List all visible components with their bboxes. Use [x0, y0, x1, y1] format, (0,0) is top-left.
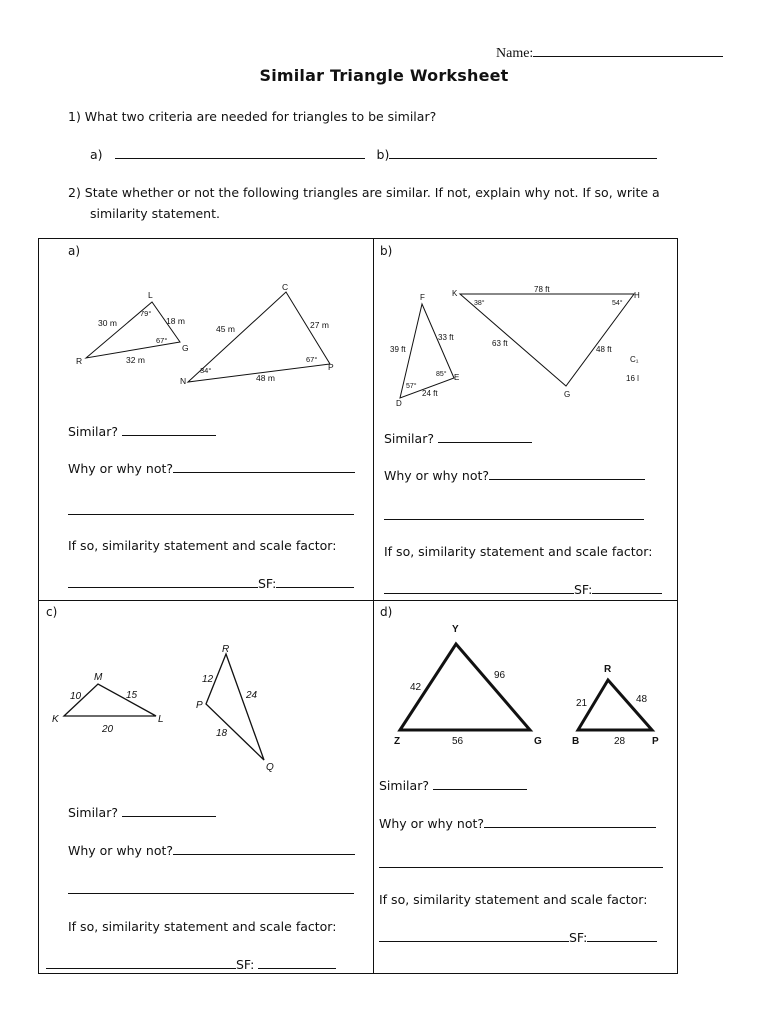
c-why-row	[68, 843, 355, 858]
b-why-label: Why or why not?	[384, 468, 490, 483]
side-KL: 20	[102, 724, 114, 735]
b-statement-label: If so, similarity statement and scale factor:	[384, 544, 653, 559]
a-why-row	[68, 461, 355, 476]
worksheet-title: Similar Triangle Worksheet	[259, 66, 509, 85]
angle-K: 38°	[474, 300, 485, 307]
q1-a-line[interactable]	[115, 147, 365, 159]
a-why-line[interactable]	[173, 461, 355, 473]
side-RG: 32 m	[126, 355, 145, 365]
b-similar-line[interactable]	[438, 431, 532, 443]
margin-note-c1: C₁	[630, 355, 639, 364]
d-sf-label: SF:	[569, 930, 588, 945]
side-YZ: 42	[410, 682, 422, 693]
side-ML: 15	[126, 690, 138, 701]
side-FE: 33 ft	[438, 333, 454, 342]
side-KM: 10	[70, 691, 82, 702]
a-statement-label: If so, similarity statement and scale factor:	[68, 538, 337, 553]
side-BP: 28	[614, 736, 626, 747]
a-similar-row	[68, 424, 216, 439]
b-why-row	[384, 468, 645, 483]
triangle-khg	[460, 294, 634, 386]
vertex-G3: G	[534, 736, 542, 747]
b-statement-line[interactable]	[384, 582, 574, 594]
angle-G: 67°	[156, 336, 168, 345]
b-similar-row	[384, 431, 532, 446]
c-statement-label: If so, similarity statement and scale factor:	[68, 919, 337, 934]
vertex-L2: L	[158, 714, 164, 725]
vertex-R3: R	[604, 664, 612, 675]
q1-a-label: a)	[90, 147, 103, 162]
vertex-R2: R	[222, 644, 230, 655]
side-KG: 63 ft	[492, 339, 508, 348]
problem-b-figure	[384, 282, 674, 407]
d-why-line[interactable]	[484, 816, 656, 828]
q1-b-label: b)	[376, 147, 390, 162]
c-similar-row	[68, 805, 216, 820]
margin-note-16: 16 l	[626, 374, 639, 383]
vertex-F: F	[420, 293, 425, 302]
angle-L: 79°	[140, 309, 152, 318]
angle-N: 34°	[200, 366, 212, 375]
angle-E: 85°	[436, 371, 447, 378]
side-RP: 12	[202, 674, 214, 685]
vertex-Q: Q	[266, 762, 274, 773]
b-why-line[interactable]	[489, 468, 645, 480]
vertex-G2: G	[564, 390, 571, 399]
c-statement-line[interactable]	[46, 957, 236, 969]
triangle-rpq	[206, 654, 264, 760]
vertex-B: B	[572, 736, 580, 747]
vertex-N: N	[180, 376, 187, 386]
a-similar-label: Similar?	[68, 424, 118, 439]
side-CP: 27 m	[310, 320, 329, 330]
angle-D: 57°	[406, 383, 417, 390]
problem-a-figure	[70, 280, 350, 390]
q1-b-line[interactable]	[389, 147, 657, 159]
d-similar-line[interactable]	[433, 778, 527, 790]
vertex-K: K	[452, 289, 458, 298]
d-similar-label: Similar?	[379, 778, 429, 793]
b-why-line-2[interactable]	[384, 519, 644, 520]
triangle-rbp	[578, 680, 652, 730]
vertex-H: H	[634, 291, 640, 300]
vertex-M: M	[94, 672, 103, 683]
c-sf-line[interactable]	[258, 957, 336, 969]
d-statement-line[interactable]	[379, 930, 569, 942]
c-why-line-2[interactable]	[68, 893, 354, 894]
side-ZG: 56	[452, 736, 464, 747]
side-NP: 48 m	[256, 373, 275, 383]
b-sf-row	[384, 582, 662, 597]
c-sf-row	[46, 957, 336, 972]
c-sf-label: SF:	[236, 957, 255, 972]
a-why-line-2[interactable]	[68, 514, 354, 515]
grid-horizontal-divider	[38, 600, 678, 601]
b-similar-label: Similar?	[384, 431, 434, 446]
question-2-line2: similarity statement.	[90, 206, 220, 221]
a-sf-line[interactable]	[276, 576, 354, 588]
question-2-line1: 2) State whether or not the following triangles are similar. If not, explain why not. If so, write a	[68, 185, 660, 200]
side-HG: 48 ft	[596, 345, 612, 354]
side-LG: 18 m	[166, 316, 185, 326]
name-field[interactable]	[496, 44, 723, 62]
b-sf-label: SF:	[574, 582, 593, 597]
side-RQ: 24	[246, 690, 258, 701]
angle-H: 54°	[612, 300, 623, 307]
d-sf-line[interactable]	[587, 930, 657, 942]
vertex-R: R	[76, 356, 83, 366]
name-label: Name:	[496, 46, 534, 61]
vertex-P: P	[328, 362, 334, 372]
problem-c-label: c)	[46, 605, 58, 619]
problem-b-label: b)	[380, 244, 393, 258]
side-RB: 21	[576, 698, 588, 709]
q1-answer-a	[90, 147, 657, 162]
side-RP2: 48	[636, 694, 648, 705]
vertex-P3: P	[652, 736, 659, 747]
angle-P: 67°	[306, 355, 318, 364]
c-similar-line[interactable]	[122, 805, 216, 817]
c-why-label: Why or why not?	[68, 843, 174, 858]
a-sf-label: SF:	[258, 576, 277, 591]
question-1: 1) What two criteria are needed for triangles to be similar?	[68, 109, 437, 124]
side-DE: 24 ft	[422, 389, 438, 398]
d-similar-row	[379, 778, 527, 793]
vertex-L: L	[148, 290, 153, 300]
side-YG: 96	[494, 670, 506, 681]
d-statement-label: If so, similarity statement and scale factor:	[379, 892, 648, 907]
vertex-G: G	[182, 343, 189, 353]
vertex-Y: Y	[452, 624, 459, 635]
a-sf-row	[68, 576, 354, 591]
d-why-row	[379, 816, 656, 831]
vertex-P2: P	[196, 700, 203, 711]
problem-a-label: a)	[68, 244, 81, 258]
d-sf-row	[379, 930, 657, 945]
c-similar-label: Similar?	[68, 805, 118, 820]
name-line[interactable]	[533, 44, 723, 57]
b-sf-line[interactable]	[592, 582, 662, 594]
vertex-K2: K	[52, 714, 59, 725]
grid-vertical-divider	[373, 238, 374, 974]
vertex-D: D	[396, 399, 402, 407]
vertex-E: E	[454, 373, 460, 382]
vertex-Z: Z	[394, 736, 401, 747]
side-FD: 39 ft	[390, 345, 406, 354]
side-CN: 45 m	[216, 324, 235, 334]
a-similar-line[interactable]	[122, 424, 216, 436]
a-statement-line[interactable]	[68, 576, 258, 588]
side-LR: 30 m	[98, 318, 117, 328]
d-why-line-2[interactable]	[379, 867, 663, 868]
c-why-line[interactable]	[173, 843, 355, 855]
d-why-label: Why or why not?	[379, 816, 485, 831]
problem-d-label: d)	[380, 605, 393, 619]
problem-d-figure	[386, 618, 676, 753]
problem-c-figure	[48, 640, 288, 775]
side-PQ: 18	[216, 728, 228, 739]
vertex-C: C	[282, 282, 289, 292]
triangle-lrg	[86, 302, 180, 358]
side-KH: 78 ft	[534, 285, 550, 294]
a-why-label: Why or why not?	[68, 461, 174, 476]
